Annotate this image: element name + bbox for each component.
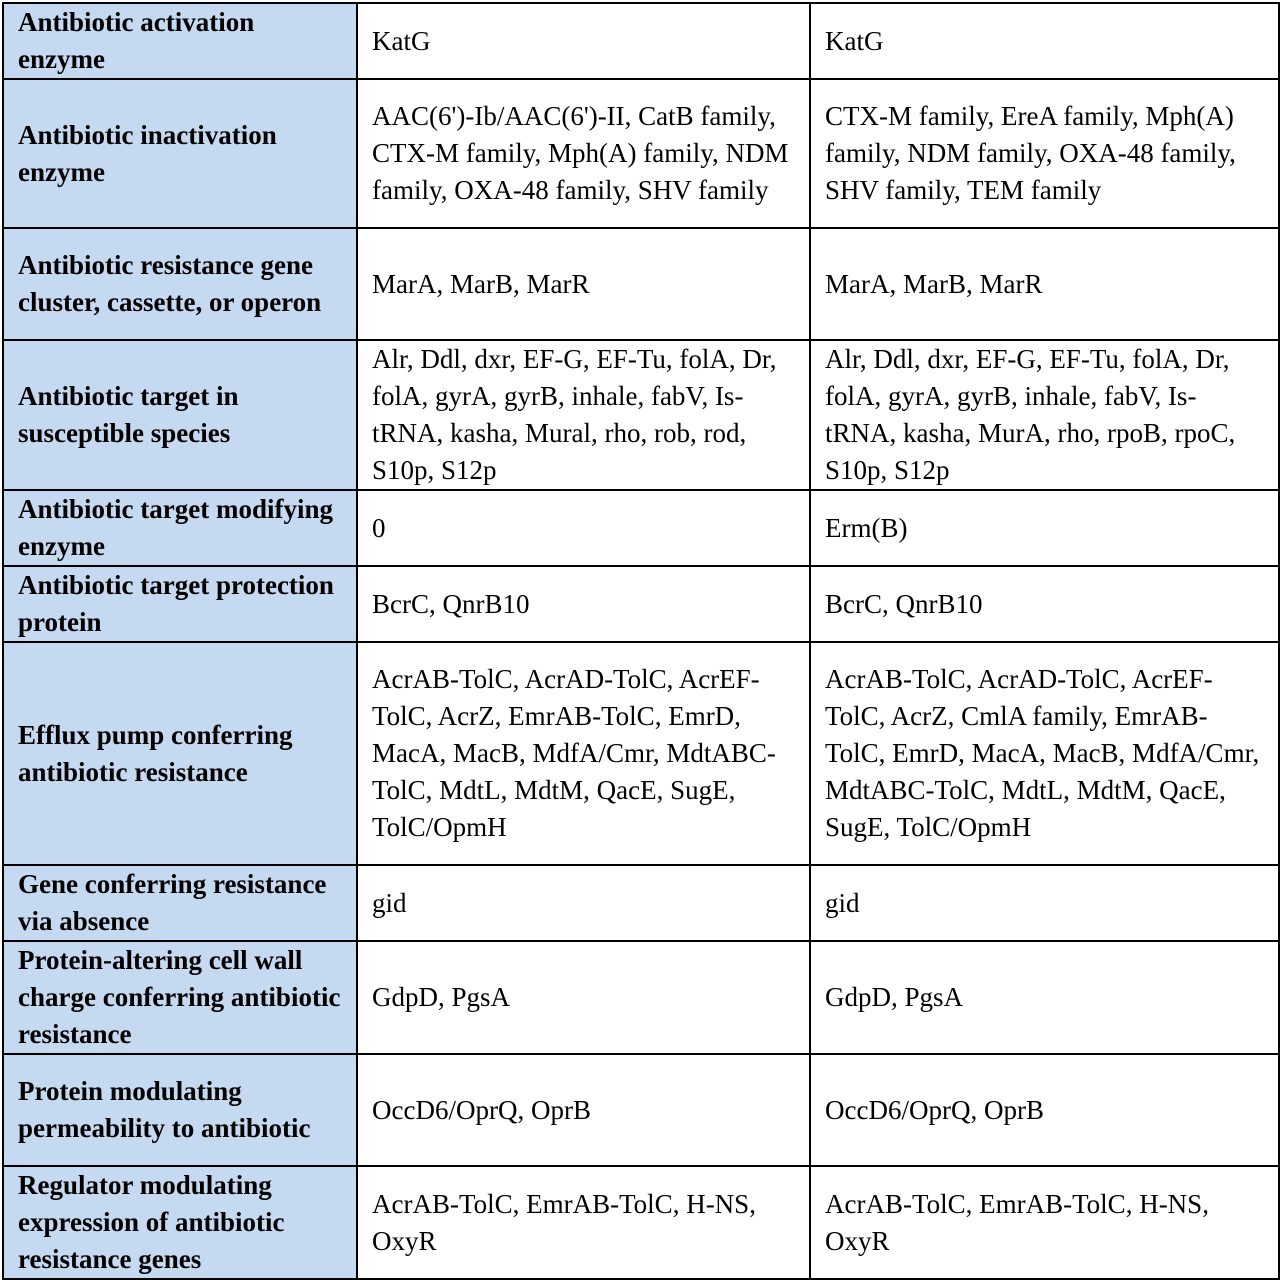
category-cell: Antibiotic activation enzyme xyxy=(3,3,357,79)
value-cell-1: AcrAB-TolC, AcrAD-TolC, AcrEF-TolC, AcrZ, EmrAB-TolC, EmrD, MacA, MacB, MdfA/Cmr, MdtABC-TolC, MdtL, MdtM, QacE, SugE, TolC/OpmH xyxy=(357,642,810,865)
table-row xyxy=(3,228,1279,340)
table-row xyxy=(3,642,1279,865)
value-cell-1: MarA, MarB, MarR xyxy=(357,228,810,340)
value-cell-1: gid xyxy=(357,865,810,941)
category-cell: Antibiotic target protection protein xyxy=(3,566,357,642)
resistance-table xyxy=(2,2,1280,1280)
value-cell-1: GdpD, PgsA xyxy=(357,941,810,1054)
value-cell-1: 0 xyxy=(357,490,810,566)
table-row xyxy=(3,1054,1279,1166)
value-cell-1: AcrAB-TolC, EmrAB-TolC, H-NS, OxyR xyxy=(357,1166,810,1279)
value-cell-1: AAC(6')-Ib/AAC(6')-II, CatB family, CTX-M family, Mph(A) family, NDM family, OXA-48 family, SHV family xyxy=(357,79,810,228)
value-cell-2: GdpD, PgsA xyxy=(810,941,1279,1054)
category-cell: Antibiotic target modifying enzyme xyxy=(3,490,357,566)
category-cell: Antibiotic inactivation enzyme xyxy=(3,79,357,228)
table-row xyxy=(3,490,1279,566)
category-cell: Regulator modulating expression of antibiotic resistance genes xyxy=(3,1166,357,1279)
category-cell: Antibiotic resistance gene cluster, cassette, or operon xyxy=(3,228,357,340)
value-cell-2: Alr, Ddl, dxr, EF-G, EF-Tu, folA, Dr, folA, gyrA, gyrB, inhale, fabV, Is-tRNA, kasha, MurA, rho, rpoB, rpoC, S10p, S12p xyxy=(810,340,1279,490)
value-cell-1: Alr, Ddl, dxr, EF-G, EF-Tu, folA, Dr, folA, gyrA, gyrB, inhale, fabV, Is-tRNA, kasha, Mural, rho, rob, rod, S10p, S12p xyxy=(357,340,810,490)
value-cell-2: Erm(B) xyxy=(810,490,1279,566)
category-cell: Protein modulating permeability to antibiotic xyxy=(3,1054,357,1166)
category-cell: Protein-altering cell wall charge conferring antibiotic resistance xyxy=(3,941,357,1054)
table-row xyxy=(3,941,1279,1054)
category-cell: Efflux pump conferring antibiotic resistance xyxy=(3,642,357,865)
value-cell-2: BcrC, QnrB10 xyxy=(810,566,1279,642)
value-cell-2: MarA, MarB, MarR xyxy=(810,228,1279,340)
table-row xyxy=(3,1166,1279,1279)
table-row xyxy=(3,340,1279,490)
category-cell: Gene conferring resistance via absence xyxy=(3,865,357,941)
value-cell-2: AcrAB-TolC, AcrAD-TolC, AcrEF-TolC, AcrZ, CmlA family, EmrAB-TolC, EmrD, MacA, MacB, MdfA/Cmr, MdtABC-TolC, MdtL, MdtM, QacE, SugE, TolC/OpmH xyxy=(810,642,1279,865)
table-row xyxy=(3,79,1279,228)
value-cell-2: OccD6/OprQ, OprB xyxy=(810,1054,1279,1166)
table-row xyxy=(3,865,1279,941)
value-cell-2: CTX-M family, EreA family, Mph(A) family, NDM family, OXA-48 family, SHV family, TEM family xyxy=(810,79,1279,228)
value-cell-1: OccD6/OprQ, OprB xyxy=(357,1054,810,1166)
table-row xyxy=(3,3,1279,79)
category-cell: Antibiotic target in susceptible species xyxy=(3,340,357,490)
table-row xyxy=(3,566,1279,642)
value-cell-1: BcrC, QnrB10 xyxy=(357,566,810,642)
value-cell-2: KatG xyxy=(810,3,1279,79)
value-cell-1: KatG xyxy=(357,3,810,79)
value-cell-2: AcrAB-TolC, EmrAB-TolC, H-NS, OxyR xyxy=(810,1166,1279,1279)
value-cell-2: gid xyxy=(810,865,1279,941)
